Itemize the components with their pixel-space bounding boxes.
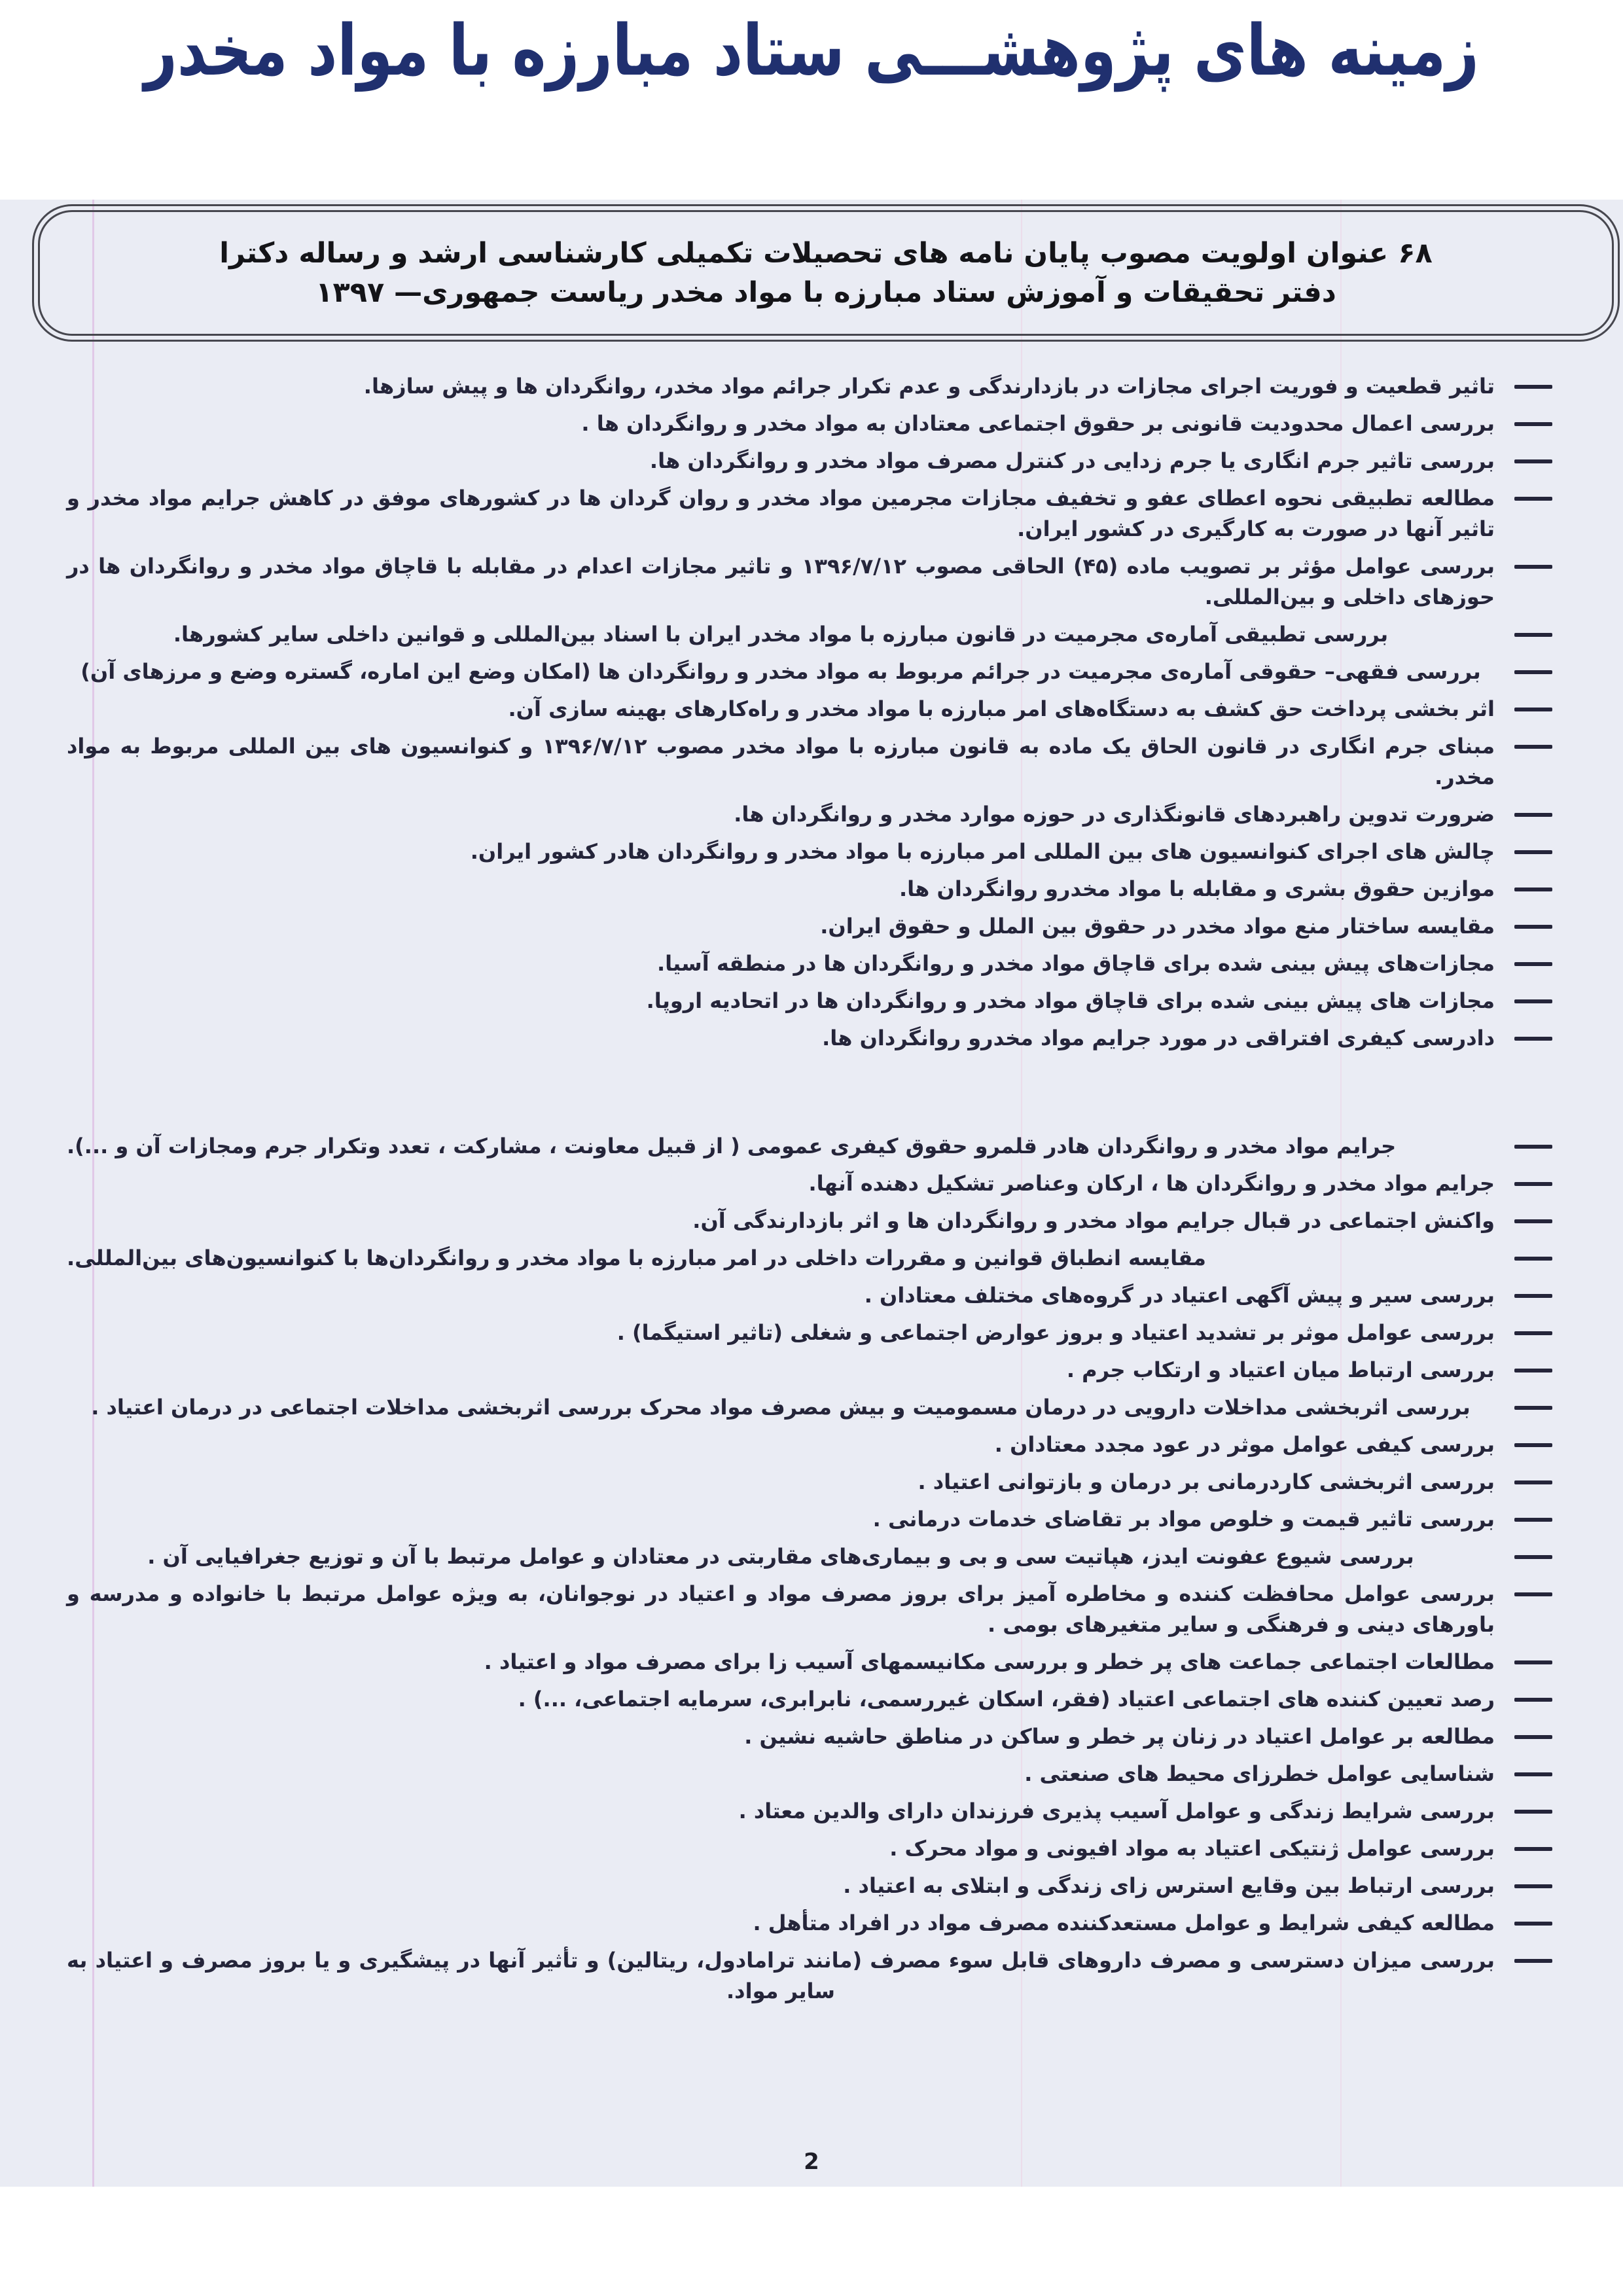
research-item-text: بررسی عوامل موثر بر تشدید اعتیاد و بروز عوارض اجتماعی و شغلی (تاثیر استیگما) .	[616, 1320, 1495, 1345]
research-item-text: بررسی شرایط زندگی و عوامل آسیب پذیری فرزندان دارای والدین معتاد .	[738, 1799, 1495, 1823]
research-item-text: مجازات های پیش بینی شده برای قاچاق مواد مخدر و روانگردان ها در اتحادیه اروپا.	[646, 988, 1495, 1013]
research-topics-list	[67, 371, 1552, 2013]
dash-bullet-icon	[1495, 1504, 1552, 1522]
research-item-text: بررسی تاثیر جرم انگاری یا جرم زدایی در کنترل مصرف مواد مخدر و روانگردان ها.	[649, 448, 1495, 473]
header-box-line-2: دفتر تحقیقات و آموزش ستاد مبارزه با مواد مخدر ریاست جمهوری— ۱۳۹۷	[315, 276, 1336, 309]
research-item	[67, 371, 1552, 402]
research-item-text: رصد تعیین کننده های اجتماعی اعتیاد (فقر، اسکان غیررسمی، نابرابری، سرمایه اجتماعی، ...) .	[518, 1687, 1495, 1712]
research-item-text: بررسی فقهی– حقوقی آماره‌ی مجرمیت در جرائم مربوط به مواد مخدر و روانگردان ها (امکان وضع این اماره، گستره وضع و مرزهای آن)	[80, 659, 1481, 684]
research-item-text: بررسی ارتباط بین وقایع استرس زای زندگی و ابتلای به اعتیاد .	[843, 1873, 1495, 1898]
research-item	[67, 1871, 1552, 1901]
page-number: 2	[804, 2149, 819, 2175]
dash-bullet-icon	[1495, 1168, 1552, 1186]
dash-bullet-icon	[1495, 948, 1552, 966]
header-box-line-1: ۶۸ عنوان اولویت مصوب پایان نامه های تحصیلات تکمیلی کارشناسی ارشد و رساله دکترا	[219, 237, 1433, 270]
research-item	[67, 1796, 1552, 1827]
research-item	[67, 731, 1552, 793]
dash-bullet-icon	[1495, 408, 1552, 426]
research-item-text: جرایم مواد مخدر و روانگردان ها ، ارکان وعناصر تشکیل دهنده آنها.	[808, 1171, 1495, 1196]
research-item	[67, 1280, 1552, 1311]
topics-section-social-medical	[67, 1131, 1552, 2007]
dash-bullet-icon	[1495, 694, 1552, 711]
dash-bullet-icon	[1495, 874, 1552, 891]
dash-bullet-icon	[1495, 371, 1552, 389]
dash-bullet-icon	[1495, 1023, 1552, 1041]
research-item	[67, 1684, 1552, 1715]
research-item	[67, 1504, 1552, 1535]
research-item	[67, 551, 1552, 613]
research-item-text: بررسی ارتباط میان اعتیاد و ارتکاب جرم .	[1066, 1357, 1495, 1382]
research-item-text: بررسی تطبیقی آماره‌ی مجرمیت در قانون مبارزه با مواد مخدر ایران با اسناد بین‌المللی و قوانین داخلی سایر کشورها.	[173, 622, 1389, 647]
research-item-text: بررسی عوامل ژنتیکی اعتیاد به مواد افیونی و مواد محرک .	[889, 1836, 1495, 1861]
dash-bullet-icon	[1495, 1392, 1552, 1410]
dash-bullet-icon	[1495, 656, 1552, 674]
research-item-text: بررسی اثربخشی کاردرمانی بر درمان و بازتوانی اعتیاد .	[918, 1469, 1495, 1494]
research-item-text: واکنش اجتماعی در قبال جرایم مواد مخدر و روانگردان ها و اثر بازدارندگی آن.	[692, 1208, 1495, 1233]
research-item	[67, 1541, 1552, 1572]
dash-bullet-icon	[1495, 1355, 1552, 1372]
research-item-text: اثر بخشی پرداخت حق کشف به دستگاه‌های امر مبارزه با مواد مخدر و راه‌کارهای بهینه سازی آن.	[508, 696, 1495, 721]
dash-bullet-icon	[1495, 1684, 1552, 1702]
scanned-document-paper	[0, 200, 1623, 2187]
dash-bullet-icon	[1495, 1759, 1552, 1776]
research-item-text: مطالعات اجتماعی جماعت های پر خطر و بررسی مکانیسمهای آسیب زا برای مصرف مواد و اعتیاد .	[484, 1649, 1495, 1674]
research-item	[67, 694, 1552, 725]
research-item	[67, 874, 1552, 905]
dash-bullet-icon	[1495, 799, 1552, 817]
dash-bullet-icon	[1495, 446, 1552, 463]
dash-bullet-icon	[1495, 911, 1552, 929]
dash-bullet-icon	[1495, 1243, 1552, 1261]
research-item-text: بررسی عوامل محافظت کننده و مخاطره آمیز برای بروز مصرف مواد و اعتیاد در نوجوانان، به ویژه عوامل مرتبط با خانواده و مدرسه و باورهای دینی و فرهنگی و سایر متغیرهای بومی .	[67, 1581, 1495, 1637]
research-item-text: موازین حقوق بشری و مقابله با مواد مخدرو روانگردان ها.	[899, 876, 1495, 901]
dash-bullet-icon	[1495, 1429, 1552, 1447]
research-item	[67, 1759, 1552, 1789]
research-item-text: بررسی کیفی عوامل موثر در عود مجدد معتادان .	[994, 1432, 1495, 1457]
dash-bullet-icon	[1495, 1131, 1552, 1149]
research-item	[67, 1908, 1552, 1939]
research-item	[67, 948, 1552, 979]
dash-bullet-icon	[1495, 1833, 1552, 1851]
research-item-text: بررسی تاثیر قیمت و خلوص مواد بر تقاضای خدمات درمانی .	[872, 1507, 1495, 1532]
dash-bullet-icon	[1495, 986, 1552, 1003]
research-item-text: بررسی میزان دسترسی و مصرف داروهای قابل سوء مصرف (مانند ترامادول، ریتالین) و تأثیر آنها در پیشگیری و یا بروز مصرف و اعتیاد به سایر مواد.	[67, 1948, 1495, 2003]
research-item	[67, 408, 1552, 439]
research-item-text: جرایم مواد مخدر و روانگردان هادر قلمرو حقوق کیفری عمومی ( از قبیل معاونت ، مشارکت ، تعدد وتکرار جرم ومجازات آن و ...).	[67, 1134, 1397, 1158]
research-item	[67, 619, 1552, 650]
header-box	[38, 210, 1614, 336]
dash-bullet-icon	[1495, 1280, 1552, 1298]
research-item	[67, 446, 1552, 476]
dash-bullet-icon	[1495, 1945, 1552, 1963]
research-item-text: مقایسه انطباق قوانین و مقررات داخلی در امر مبارزه با مواد مخدر و روانگردان‌ها با کنوانسیون‌های بین‌المللی.	[67, 1246, 1206, 1270]
research-item	[67, 1023, 1552, 1054]
research-item-text: بررسی سیر و پیش آگهی اعتیاد در گروه‌های مختلف معتادان .	[864, 1283, 1495, 1308]
research-item	[67, 1579, 1552, 1640]
research-item	[67, 1392, 1552, 1423]
dash-bullet-icon	[1495, 1647, 1552, 1664]
research-item-text: بررسی عوامل مؤثر بر تصویب ماده (۴۵) الحاقی مصوب ۱۳۹۶/۷/۱۲ و تاثیر مجازات اعدام در مقابله با قاچاق مواد مخدر و روانگردان ها در حوزهای داخلی و بین‌المللی.	[67, 554, 1495, 609]
research-item	[67, 799, 1552, 830]
research-item	[67, 1467, 1552, 1498]
research-item	[67, 1206, 1552, 1236]
research-item	[67, 1131, 1552, 1162]
dash-bullet-icon	[1495, 483, 1552, 501]
research-item	[67, 1945, 1552, 2007]
research-item-text: مطالعه تطبیقی نحوه اعطای عفو و تخفیف مجازات مجرمین مواد مخدر و روان گردان ها در کشورهای موفق در کاهش جرایم مواد مخدر و تاثیر آنها در صورت به کارگیری در کشور ایران.	[67, 486, 1495, 541]
dash-bullet-icon	[1495, 1721, 1552, 1739]
dash-bullet-icon	[1495, 1318, 1552, 1335]
research-item-text: مطالعه کیفی شرایط و عوامل مستعدکننده مصرف مواد در افراد متأهل .	[753, 1910, 1495, 1935]
research-item	[67, 483, 1552, 545]
research-item-text: چالش های اجرای کنوانسیون های بین المللی امر مبارزه با مواد مخدر و روانگردان هادر کشور ایران.	[470, 839, 1495, 864]
research-item-text: بررسی اثربخشی مداخلات دارویی در درمان مسمومیت و بیش مصرف مواد محرک بررسی اثربخشی مداخلات اجتماعی در درمان اعتیاد .	[91, 1395, 1471, 1420]
research-item	[67, 911, 1552, 942]
research-item	[67, 1243, 1552, 1274]
research-item	[67, 656, 1552, 687]
research-item-text: ضرورت تدوین راهبردهای قانونگذاری در حوزه موارد مخدر و روانگردان ها.	[734, 802, 1495, 827]
dash-bullet-icon	[1495, 1871, 1552, 1888]
dash-bullet-icon	[1495, 731, 1552, 749]
research-item-text: بررسی اعمال محدودیت قانونی بر حقوق اجتماعی معتادان به مواد مخدر و روانگردان ها .	[581, 411, 1495, 436]
research-item-text: دادرسی کیفری افتراقی در مورد جرایم مواد مخدرو روانگردان ها.	[822, 1026, 1495, 1050]
research-item-text: مبنای جرم انگاری در قانون الحاق یک ماده به قانون مبارزه با مواد مخدر مصوب ۱۳۹۶/۷/۱۲ و کنوانسیون های بین المللی مربوط به مواد مخدر.	[67, 734, 1495, 789]
dash-bullet-icon	[1495, 1467, 1552, 1484]
dash-bullet-icon	[1495, 1541, 1552, 1559]
research-item	[67, 1429, 1552, 1460]
research-item-text: شناسایی عوامل خطرزای محیط های صنعتی .	[1024, 1761, 1495, 1786]
research-item	[67, 836, 1552, 867]
research-item	[67, 1355, 1552, 1386]
research-item	[67, 1721, 1552, 1752]
research-item	[67, 986, 1552, 1016]
research-item-text: تاثیر قطعیت و فوریت اجرای مجازات در بازدارندگی و عدم تکرار جرائم مواد مخدر، روانگردان ها و پیش سازها.	[363, 374, 1495, 399]
dash-bullet-icon	[1495, 1796, 1552, 1814]
research-item	[67, 1833, 1552, 1864]
research-item-text: بررسی شیوع عفونت ایدز، هپاتیت سی و بی و بیماری‌های مقاربتی در معتادان و عوامل مرتبط با آن و توزیع جغرافیایی آن .	[147, 1544, 1414, 1569]
research-item-text: مقایسه ساختار منع مواد مخدر در حقوق بین الملل و حقوق ایران.	[820, 914, 1495, 939]
research-item	[67, 1647, 1552, 1677]
dash-bullet-icon	[1495, 1908, 1552, 1926]
research-item-text: مطالعه بر عوامل اعتیاد در زنان پر خطر و ساکن در مناطق حاشیه نشین .	[744, 1724, 1495, 1749]
dash-bullet-icon	[1495, 836, 1552, 854]
dash-bullet-icon	[1495, 1579, 1552, 1596]
topics-section-legal	[67, 371, 1552, 1054]
dash-bullet-icon	[1495, 1206, 1552, 1223]
research-item-text: مجازات‌های پیش بینی شده برای قاچاق مواد مخدر و روانگردان ها در منطقه آسیا.	[657, 951, 1495, 976]
research-item	[67, 1318, 1552, 1348]
dash-bullet-icon	[1495, 619, 1552, 637]
page-title: زمینه های پژوهشـــی ستاد مبارزه با مواد مخدر	[144, 9, 1479, 92]
dash-bullet-icon	[1495, 551, 1552, 569]
research-item	[67, 1168, 1552, 1199]
